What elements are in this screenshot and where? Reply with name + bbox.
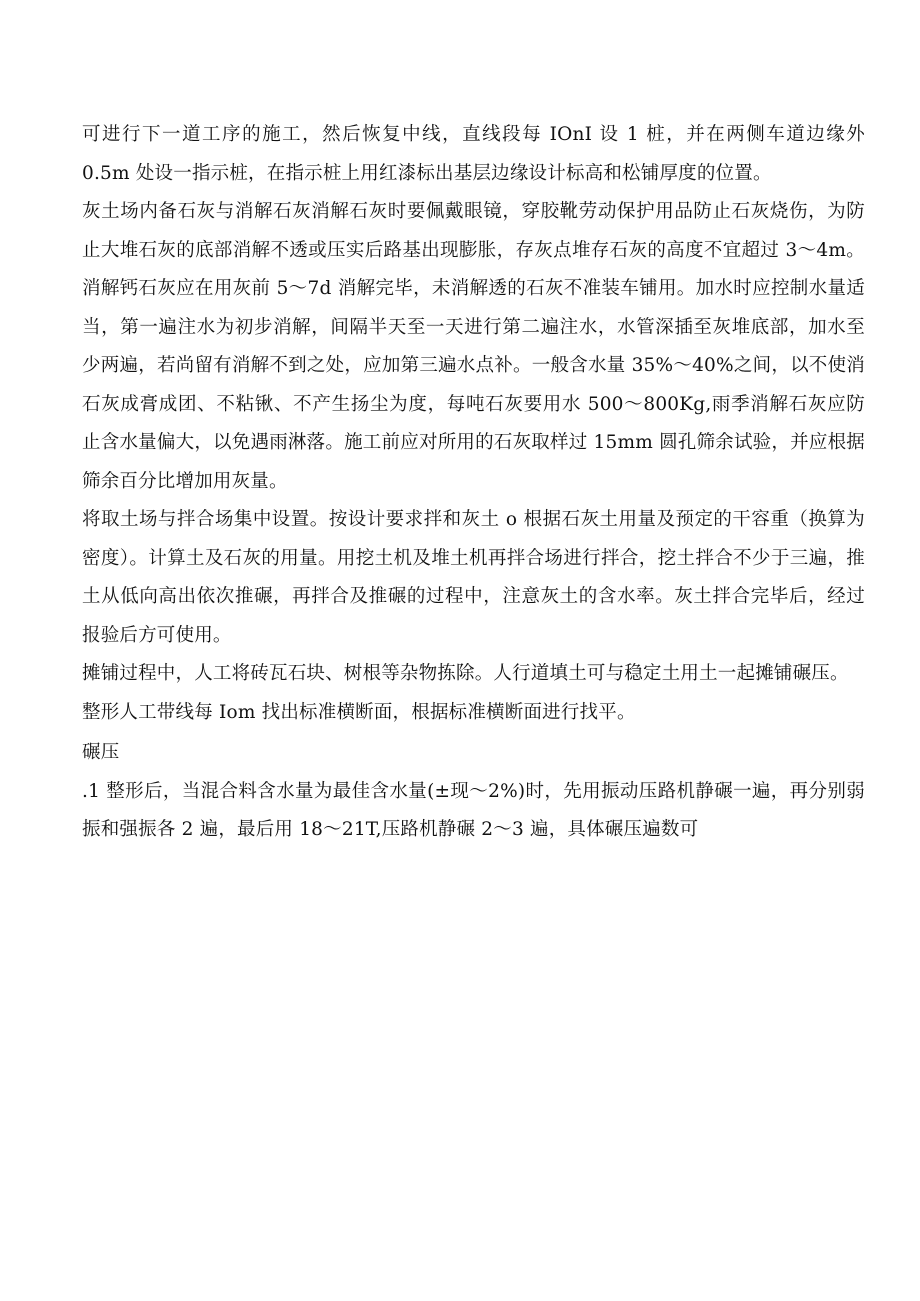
document-body xyxy=(82,116,865,850)
paragraph-mixing-site: 将取土场与拌合场集中设置。按设计要求拌和灰土 o 根据石灰土用量及预定的干容重（换算为密度）。计算土及石灰的用量。用挖土机及堆土机再拌合场进行拌合，挖土拌合不少于三遍，推土从低向高出依次推碾，再拌合及推碾的过程中，注意灰土的含水率。灰土拌合完毕后，经过报验后方可使用。 xyxy=(82,509,865,646)
paragraph-lime-slaking: 灰土场内备石灰与消解石灰消解石灰时要佩戴眼镜，穿胶靴劳动保护用品防止石灰烧伤，为防止大堆石灰的底部消解不透或压实后路基出现膨胀，存灰点堆存石灰的高度不宜超过 3～4m。消解钙石灰应在用灰前 5～7d 消解完毕，未消解透的石灰不准装车铺用。加水时应控制水量适当，第一遍注水为初步消解，间隔半天至一天进行第二遍注水，水管深插至灰堆底部，加水至少两遍，若尚留有消解不到之处，应加第三遍水点补。一般含水量 35%～40%之间，以不使消石灰成膏成团、不粘锹、不产生扬尘为度，每吨石灰要用水 500～800Kg,雨季消解石灰应防止含水量偏大，以免遇雨淋落。施工前应对所用的石灰取样过 15mm 圆孔筛余试验，并应根据筛余百分比增加用灰量。 xyxy=(82,201,865,492)
paragraph-spreading: 摊铺过程中，人工将砖瓦石块、树根等杂物拣除。人行道填土可与稳定土用土一起摊铺碾压。 xyxy=(82,663,849,684)
paragraph-shaping: 整形人工带线每 Iom 找出标准横断面，根据标准横断面进行找平。 xyxy=(82,701,636,723)
paragraph-lime-soil-stakes: 可进行下一道工序的施工，然后恢复中线，直线段每 IOnI 设 1 桩，并在两侧车道边缘外 0.5m 处设一指示桩，在指示桩上用红漆标出基层边缘设计标高和松铺厚度的位置。 xyxy=(82,124,865,184)
section-heading-compaction: 碾压 xyxy=(82,742,120,763)
paragraph-compaction-steps: .1 整形后，当混合料含水量为最佳含水量(±现～2%)时，先用振动压路机静碾一遍，再分别弱振和强振各 2 遍，最后用 18～21T,压路机静碾 2～3 遍，具体碾压遍数可 xyxy=(82,780,865,840)
